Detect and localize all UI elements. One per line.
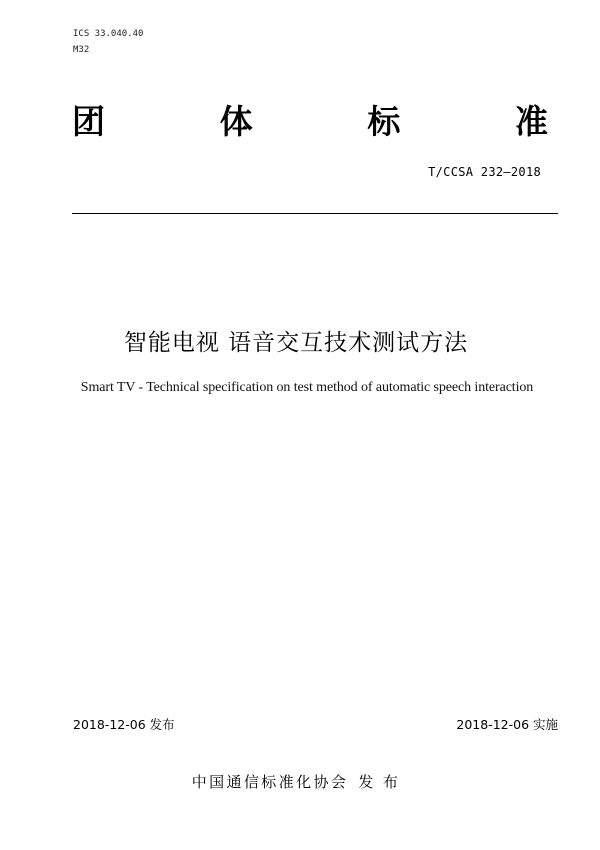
standard-type-char: 团: [72, 102, 105, 141]
publisher-action: 发 布: [358, 773, 401, 791]
title-english: Smart TV - Technical specification on test method of automatic speech interaction: [80, 380, 534, 395]
standard-code: T/CCSA 232—2018: [428, 165, 541, 179]
ics-code: ICS 33.040.40: [73, 29, 144, 39]
standard-type-char: 体: [219, 102, 253, 141]
standard-type-char: 准: [514, 102, 548, 141]
standard-type-heading: [72, 102, 548, 142]
standard-type-char: 标: [367, 102, 401, 141]
ccs-code: M32: [73, 45, 90, 55]
publisher-line: [0, 772, 600, 792]
issue-date: 2018-12-06 发布: [73, 717, 175, 732]
header-divider: [72, 213, 558, 214]
title-chinese: 智能电视 语音交互技术测试方法: [123, 330, 469, 356]
implementation-date: 2018-12-06 实施: [456, 717, 558, 732]
publisher-organization: 中国通信标准化协会: [191, 773, 349, 791]
